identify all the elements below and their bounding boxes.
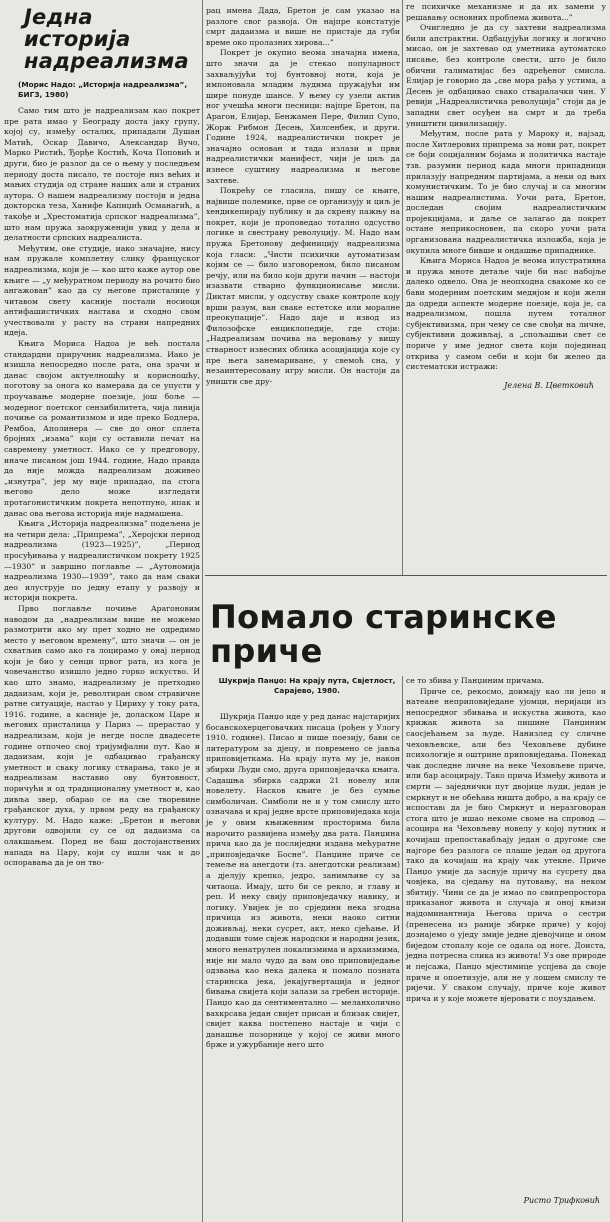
article1-paragraph: Књига Мориса Надоа је већ постала стандардни приручник надреализма. Иако је изишла непосредно после рата, она зрачи и данас својом актуелношћу и корисношћу, поготову за онога ко намерава да се упусти у проучавање модерне поезије, још боље — модерног поетског сензибилитета, чија линија почиње са романтизмом и иде преко Бодлера, Рембоа, Аполинера — све до оног сплета бројних „изама” који су оставили печат на савремену уметност. Иако се у предговору, иначе писаном још 1944. године, Надо правда да није можда надреализам доживео „изнутра”, јер му није припадао, па стога његово дело може изгледати протагонистичким покрета непотпуно, ипак и данас ова његова историја није надмашена.: [4, 339, 200, 518]
column-2-bottom: [206, 712, 400, 1051]
article1-paragraph: Покрећу се гласила, пишу се књиге, највише полемике, прве се организују и циљ је хендикепирају публику и да скрену пажњу на покрет, који је проповедао тотално одсуство логике и свестрану револуцију. М. Надо нам пружа Бретонову дефиницију надреализма која гласи: „Чисти психички аутоматизам којим се — било изговореном, било писаном речју, или на било који други начин — настоји изазвати стварно функционисање мисли. Диктат мисли, у одсуству сваке контроле коју врши разум, ван сваке естетске или моралне преокупације”. Надо даје и извод из Филозофске енциклопедије, где стоји: „Надреализам почива на веровању у вишу стварност извесних облика асоцијација које су пре њега занемариване, у свемоћ сна, у незаинтересовану игру мисли. Он настоји да уништи све дру-: [206, 186, 400, 386]
column-3-top: [406, 2, 606, 390]
article1-paragraph: Међутим, ове студије, иако значајне, нису нам пружале комплетну слику француског надреализма, који је — као што каже аутор ове књиге — „у међуратном периоду на рочито био ангажован” као да су његове присталице у читавом свету касније постали носиоци антифашистичких настава и сходно свом учествовали у расту на страни напредних идеја.: [4, 243, 200, 338]
article1-paragraph: Само тим што је надреализам као покрет пре рата имао у Београду доста јаку групу, којој су, између осталих, припадали Душан Матић, Оскар Давичо, Александар Вучо, Марко Ристић, Ђорђе Костић, Коча Поповић и други, био је разлог да се о њему у последњем периоду доста писало, те постоје низ већих и мањих студија од стране наших али и страних аутора. О нашем надреализму постоји и једна докторска теза, Ханифе Капиџић Османагић, а такође и „Хрестоматија српског надреализма”, што нам пружа заокруженији увид у дела и делатности српских надреалиста.: [4, 106, 200, 243]
column-divider: [402, 0, 403, 575]
article2-paragraph: се то збива у Панџиним причама.: [406, 676, 544, 685]
article2-source: Шукрија Панџо: На крају пута, Свјетлост, Сарајево, 1980.: [218, 676, 396, 695]
article1-paragraph: Прво поглавље почиње Арагоновим наводом да „надреализам више не можемо размотрити ако му прет ходно не одредимо место у његовом времену”, што значи — он је схватљив само ако га лоцирамо у онај период који је био у сенци првог рата, из кога је човечанство изишло једно горко искуство. И као што знамо, надреализму је претходио дадаизам, који је, револтиран свом стравичне ратне ситуације, настао у Цириху у току рата, 1916. године, а касније је, доласком Царе и његових присталица у Париз — прерастао у надреализам, који је негде после двадесете године отпочео свој тријумфални пут. Као и дадаизам, који је одбацивао грађанску уметност и сваку логику стварања, тако је и надреализам наставио ову бунтовност, поричући и од традиционалну уметност и, као дивља звер, обарао се на све творевине грађанског духа, у првом реду на грађанску културу. М. Надо каже: „Бретон и његови другови одвојили су се од дадаизма са олакшањем. Поред не баш достојанствених напада на Цару, који су ишли чак и до оспоравања да је он тво-: [4, 603, 200, 868]
column-divider: [202, 0, 203, 1222]
column-1: [4, 0, 200, 869]
article1-paragraph: рац имена Дада, Бретон је сам указао на разлоге свог развоја. Он најпре констатује смрт дадаизма и више не пристаје да губи време око пролазних хирова...”: [206, 6, 400, 47]
article1-paragraph: Књига „Историја надреализма” подељена је на четири дела: „Припрема”, „Херојски период надреализма (1923—1925)”, „Период просуђивања у надреалистичком покрету 1925—1930” и завршно поглавље — „Аутономија надреализма 1930—1939”, тако да нам сваки део илуструје по једну етапу у развоју и историји покрета.: [4, 519, 200, 603]
article2-paragraph: Приче се, рекосмо, доимају као ли јепо и натеане неприповиједане ујомци, неријаци из непосредног збивања и искуства живота, као крижaк живота за пишине Панџиним саосјећањем за људе. Нанизлед су сличне чеховљевске, али без Чеховљеве дубине психологије и оштрине приповиједања. Понекад чак доследне личне на неке Чеховљеве приче, или бар асоцирају. Тако прича Између живота и смрти — заједнички пут двојице људи, један је смркнут и не обећава ништа добро, а на крају се испоставı да је био Смркнут и неразговоран стога што је ишао некоме своме на спровод — асоцира на Чеховљеву новелу у којој путник и кочијаш препоставабљају један о другоме све најгоре без разлога се плаше један од другога тако да кочијаш на крају чак утекне. Приче Панџо умије да заснује причу на сусрету два човјека, на сједању на путовању, на неком збитију. Чини се да је имао по свипрепростора приказаног живота и случаја и оној књизи најдоминантнија Његова прича о сестри (пренесена из раније збирке приче) у којој дознајемо о уједу змије једне дјевојчице и оном биједом стопалу које се одала од ногe. Доиста, једна потресна слика из живота! Уз ове природе и пејсажа, Панџо мјестимице успјева да своје приче и опоетизује, али не у лошем смислу те ријечи. У сваком случају, приче које живот прича и у које можете вјеровати с поуздањем.: [406, 686, 606, 1003]
column-3-bottom: [406, 676, 606, 1004]
article1-signature: Јелена В. Цветковић: [504, 380, 594, 390]
article-separator: [205, 575, 607, 576]
article1-paragraph: Књига Мориса Надоа је веома илустративна и пружа мноте детаље чије би нас набојље далеко одвело. Она је неопходна свакоме ко се бави модерним поетским медијом и који жели да одреди аспекте модерне поезије, која је, са надреализмом, пошла путем тоталног субјективизма, при чему се све свођи на личне, субјективни доживљај, а „спољашњи свет се пориче у име једног света који појединац открива у самом себи и који би желео да систематски истражи:: [406, 256, 606, 372]
article1-paragraph: ге психичке механизме и да их замени у решавању основних проблема живота...”: [406, 2, 606, 22]
column-divider: [402, 676, 403, 1222]
article1-paragraph: Покрет је окупио веома значајна имена, што значи да је стекао популарност захваљујући тој бунтовној ноти, која је импоновала младим људима пружајући им шире понуде шансе. У њему су узели актив ног учешћа многи песници: најпре Бретон, па Арагон, Елијар, Бенжамен Пере, Филип Супо, Жорж Рибмон Десењ, Хилсенбек, и други. Године 1924, надреалистички покрет је значајно основан и тада излази и први надреалистички манифест, чији је циљ да изнесе суштину надреализма и његове захтеве.: [206, 48, 400, 185]
article2-paragraph: Шукрија Панџо иде у ред данас најстаријих босанскохерцеговачких писаца (рођен у Улогу 1910. године). Писао и пише поезију, бави се литературом за дјецу, и повремено се јавља приповијеткама. На крају пута му је, након збирки Људи смо, друга приповједачка књига. Садашња збирка садржи 21 новелу или новелету. Насков књиге је без сумње симболичан. Симболи не и у том смислу што означава и крај једне врсте приповиједака која је у овим књижевним просторима била нарочито развијена између два рата. Панџина прича као да је послиједни издана мећуратне „приповједачке Босне”. Панџине приче се темеље на анегдоти (тз. анегдотски реализам) а дјелују крепко, једро, занимљиве су за читаоца. Имају, што би се рекло, и главу и реп. И неку свију приповједачку навику, и логику. Увијек је по срједини нека згодна причица из живота, неки наоко ситни доживљај, неки сусрет, акт, неко сјећање. И додавши томе свјеж народски и народни језик, много ненатрулен локализмима и архаизмима, није ни мало чудо да вам ово приповиједање одзвања као нека далека и помало позната старинска јека, јекаjугвертација и једног бивањa свијета који залази за гребен историје. Панџо као да сентиментално — меланхолично вахкрсава један свијет присан и близак свијет, свијет каква постепено настаје и чији с данашње позорнице у којој се живи много брже и ужурбаније него што: [206, 712, 400, 1050]
column-2-top: [206, 6, 400, 387]
article1-source: (Морис Надо: „Историја надреализма”, БИГЗ, 1980): [18, 80, 188, 99]
article1-title: Једна историја надреализма: [24, 5, 189, 73]
article2-title: Помало старинске приче: [210, 598, 557, 670]
article1-paragraph: Очигледно је да су захтеви надреализма били апстрактни. Одбацујући логику и логично мисао, он је захтевао од уметника аутоматско писање, без контроле свести, што је било обични галиматијас без одређеног смисла. Елијар је говорио да „све мора рађа у устима, а Десењ је одбацивао свако стваралачки чин. У ревији „Надреалистичка револуција” стоји да је западни свет осуђен на смрт и да треба уништити цивилизацију.: [406, 23, 606, 128]
article1-paragraph: Међутим, после рата у Мароку и, најзад, после Хитлерових припрема за нови рат, покрет се боји социјалним бојама и политичка настаје тзв. разумни период када многи припадници прилазују напредним партијама, а неки од њих комунистичким. То је био случај и са многим нашим надреалистима. Уочи рата, Бретон, доследан својим надреалистичким пројекцијама, и даље се залагао да покрет остане неприкосновен, па скоро уочи рата организована надреалистичка изложба, која је окупила многе бивше и ондашње припаднике.: [406, 129, 606, 255]
article2-signature: Ристо Трифковић: [523, 1196, 600, 1205]
